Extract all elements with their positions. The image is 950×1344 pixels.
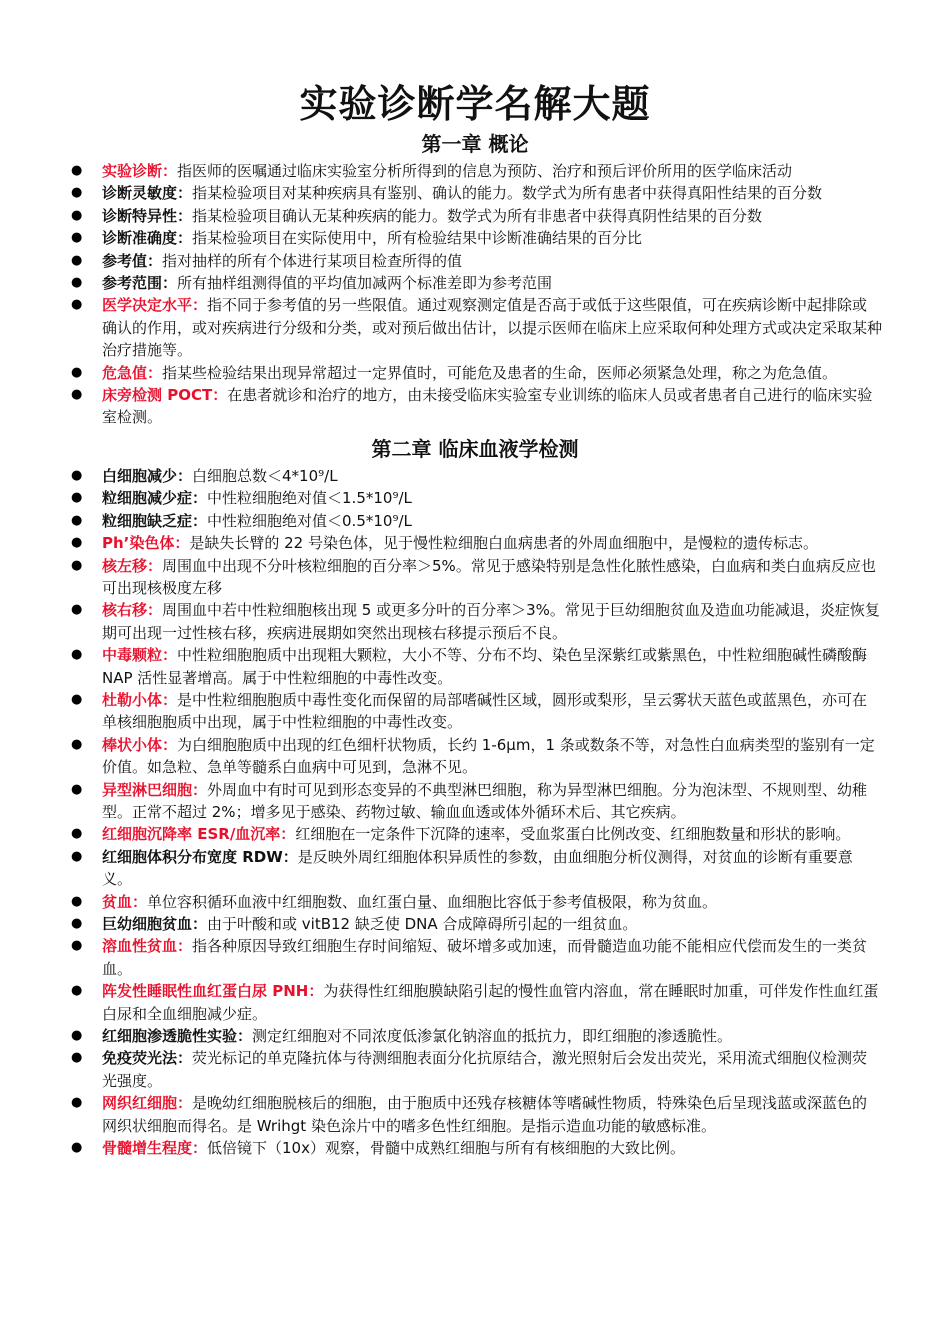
definition-text: 周围血中出现不分叶核粒细胞的百分率＞5%。常见于感染特别是急性化脓性感染，白血病和类白血病反应也可出现核极度左移 — [102, 556, 876, 597]
definition-term: 诊断灵敏度： — [102, 184, 193, 203]
definition-term: 诊断特异性： — [102, 206, 193, 225]
bullet-icon: ● — [71, 781, 83, 797]
bullet-icon: ● — [71, 647, 83, 663]
definition-term: 巨幼细胞贫血： — [102, 915, 208, 933]
bullet-icon: ● — [71, 1095, 83, 1111]
bullet-icon: ● — [71, 983, 83, 999]
definition-item — [68, 362, 882, 384]
definition-term: 棒状小体： — [102, 735, 178, 754]
bullet-icon: ● — [71, 826, 83, 842]
bullet-icon: ● — [71, 938, 83, 954]
bullet-icon: ● — [71, 691, 83, 707]
definition-item — [68, 205, 882, 227]
definition-item — [68, 980, 882, 1025]
definition-item — [68, 689, 882, 734]
definition-text: 是晚幼红细胞脱核后的细胞，由于胞质中还残存核糖体等嗜碱性物质，特殊染色后呈现浅蓝或深蓝色的网织状细胞而得名。是 Wrihgt 染色涂片中的嗜多色性红细胞。是指示造血功能的敏感标准。 — [102, 1094, 868, 1135]
definition-term: 阵发性睡眠性血红蛋白尿 PNH： — [102, 982, 324, 1001]
definition-text: 指医师的医嘱通过临床实验室分析所得到的信息为预防、治疗和预后评价所用的医学临床活动 — [177, 162, 793, 180]
definition-text: 中性粒细胞胞质中出现粗大颗粒，大小不等、分布不均、染色呈深紫红或紫黑色，中性粒细胞碱性磷酸酶 NAP 活性显著增高。属于中性粒细胞的中毒性改变。 — [102, 646, 868, 687]
bullet-icon: ● — [71, 364, 83, 380]
definition-item — [68, 250, 882, 272]
definition-text: 指各种原因导致红细胞生存时间缩短、破坏增多或加速，而骨髓造血功能不能相应代偿而发生的一类贫血。 — [102, 937, 868, 978]
definition-text: 为获得性红细胞膜缺陷引起的慢性血管内溶血，常在睡眠时加重，可伴发作性血红蛋白尿和全血细胞减少症。 — [102, 982, 879, 1023]
document-title: 实验诊断学名解大题 — [299, 82, 651, 126]
definition-text: 测定红细胞对不同浓度低渗氯化钠溶血的抵抗力，即红细胞的渗透脆性。 — [252, 1027, 733, 1046]
definition-item — [68, 555, 882, 600]
definition-item — [68, 227, 882, 249]
definition-term: 床旁检测 POCT： — [102, 386, 228, 405]
definition-item — [68, 487, 882, 509]
definition-term: 溶血性贫血： — [102, 937, 193, 956]
definition-term: 白细胞减少： — [102, 466, 193, 485]
bullet-icon: ● — [71, 297, 83, 313]
bullet-icon: ● — [71, 387, 83, 403]
bullet-icon: ● — [71, 893, 83, 909]
definition-term: 诊断准确度： — [102, 229, 193, 248]
bullet-icon: ● — [71, 736, 83, 752]
definition-text: 单位容积循环血液中红细胞数、血红蛋白量、血细胞比容低于参考值极限，称为贫血。 — [147, 892, 718, 911]
definition-term: 网织红细胞： — [102, 1094, 193, 1113]
definition-text: 由于叶酸和或 vitB12 缺乏使 DNA 合成障碍所引起的一组贫血。 — [207, 915, 638, 933]
definition-text: 荧光标记的单克隆抗体与待测细胞表面分化抗原结合，激光照射后会发出荧光，采用流式细胞仪检测荧光强度。 — [102, 1049, 868, 1090]
definition-text: 周围血中若中性粒细胞核出现 5 或更多分叶的百分率＞3%。常见于巨幼细胞贫血及造血功能减退，炎症恢复期可出现一过性核右移，疾病进展期如突然出现核右移提示预后不良。 — [102, 601, 880, 642]
definition-text: 指某检验项目确认无某种疾病的能力。数学式为所有非患者中获得真阴性结果的百分数 — [192, 206, 763, 225]
chapter-1-list — [68, 160, 882, 429]
bullet-icon: ● — [71, 1028, 83, 1044]
bullet-icon: ● — [71, 230, 83, 246]
definition-term: 骨髓增生程度： — [102, 1139, 208, 1158]
definition-term: 实验诊断： — [102, 162, 178, 180]
definition-item — [68, 599, 882, 644]
bullet-icon: ● — [71, 512, 83, 528]
definition-text: 红细胞在一定条件下沉降的速率，受血浆蛋白比例改变、红细胞数量和形状的影响。 — [295, 825, 851, 844]
definition-item — [68, 465, 882, 487]
definition-item — [68, 935, 882, 980]
bullet-icon: ● — [71, 1140, 83, 1156]
definition-term: 贫血： — [102, 892, 148, 911]
definition-text: 外周血中有时可见到形态变异的不典型淋巴细胞，称为异型淋巴细胞。分为泡沫型、不规则型、幼稚型。正常不超过 2%；增多见于感染、药物过敏、输血血透或体外循环术后、其它疾病。 — [102, 780, 868, 821]
bullet-icon: ● — [71, 252, 83, 268]
definition-item — [68, 734, 882, 779]
definition-item — [68, 182, 882, 204]
bullet-icon: ● — [71, 602, 83, 618]
definition-item — [68, 160, 882, 182]
definition-text: 指不同于参考值的另一些限值。通过观察测定值是否高于或低于这些限值，可在疾病诊断中起排除或确认的作用，或对疾病进行分级和分类，或对预后做出估计，以提示医师在临床上应采取何种处理方式或决定采取某种治疗措施等。 — [102, 296, 883, 360]
definition-item — [68, 1137, 882, 1159]
definition-text: 为白细胞胞质中出现的红色细杆状物质，长约 1-6μm，1 条或数条不等，对急性白血病类型的鉴别有一定价值。如急粒、急单等髓系白血病中可见到，急淋不见。 — [102, 735, 875, 777]
bullet-icon: ● — [71, 916, 83, 931]
definition-text: 所有抽样组测得值的平均值加减两个标准差即为参考范围 — [177, 274, 553, 293]
bullet-icon: ● — [71, 1050, 83, 1066]
definition-item — [68, 272, 882, 294]
definition-text: 是反映外周红细胞体积异质性的参数，由血细胞分析仪测得，对贫血的诊断有重要意义。 — [102, 847, 853, 889]
definition-term: 免疫荧光法： — [102, 1049, 193, 1068]
definition-text: 中性粒细胞绝对值＜0.5*10⁹/L — [207, 511, 412, 530]
bullet-icon: ● — [71, 185, 83, 201]
definition-term: 粒细胞缺乏症： — [102, 511, 208, 530]
bullet-icon: ● — [71, 848, 83, 864]
bullet-icon: ● — [71, 490, 83, 506]
definition-item — [68, 846, 882, 891]
definition-term: 医学决定水平： — [102, 296, 208, 315]
definition-term: 红细胞渗透脆性实验： — [102, 1027, 253, 1046]
definition-term: 杜勒小体： — [102, 690, 178, 709]
definition-item — [68, 1047, 882, 1092]
definition-item — [68, 823, 882, 845]
definition-term: 参考范围： — [102, 274, 178, 293]
definition-item — [68, 779, 882, 824]
definition-text: 指对抽样的所有个体进行某项目检查所得的值 — [162, 251, 463, 270]
definition-text: 指某些检验结果出现异常超过一定界值时，可能危及患者的生命，医师必须紧急处理，称之为危急值。 — [162, 363, 838, 382]
definition-term: 危急值： — [102, 363, 163, 382]
definition-item — [68, 532, 882, 554]
chapter-1-heading: 第一章 概论 — [421, 132, 529, 156]
definition-item — [68, 510, 882, 532]
bullet-icon: ● — [71, 557, 83, 573]
definition-item — [68, 1092, 882, 1137]
definition-term: 参考值： — [102, 251, 163, 270]
definition-term: 中毒颗粒： — [102, 646, 178, 665]
definition-text: 是中性粒细胞胞质中毒性变化而保留的局部嗜碱性区域，圆形或梨形，呈云雾状天蓝色或蓝黑色，亦可在单核细胞胞质中出现，属于中性粒细胞的中毒性改变。 — [102, 690, 868, 732]
definition-text: 是缺失长臂的 22 号染色体，见于慢性粒细胞白血病患者的外周血细胞中，是慢粒的遗传标志。 — [189, 534, 819, 553]
definition-term: Ph’染色体： — [102, 534, 190, 553]
definition-item — [68, 1025, 882, 1047]
definition-text: 中性粒细胞绝对值＜1.5*10⁹/L — [207, 489, 412, 508]
bullet-icon: ● — [71, 207, 83, 223]
bullet-icon: ● — [71, 535, 83, 551]
definition-text: 指某检验项目在实际使用中，所有检验结果中诊断准确结果的百分比 — [192, 229, 643, 248]
definition-item — [68, 891, 882, 913]
definition-item — [68, 294, 882, 361]
bullet-icon: ● — [71, 163, 83, 178]
definition-item — [68, 384, 882, 429]
bullet-icon: ● — [71, 275, 83, 291]
definition-term: 红细胞沉降率 ESR/血沉率： — [102, 825, 296, 844]
definition-text: 低倍镜下（10x）观察，骨髓中成熟红细胞与所有有核细胞的大致比例。 — [207, 1139, 685, 1158]
definition-term: 异型淋巴细胞： — [102, 780, 208, 799]
chapter-2-heading: 第二章 临床血液学检测 — [371, 436, 579, 461]
definition-text: 在患者就诊和治疗的地方，由未接受临床实验室专业训练的临床人员或者患者自己进行的临床实验室检测。 — [102, 386, 873, 427]
definition-text: 白细胞总数＜4*10⁹/L — [192, 466, 338, 485]
definition-term: 核左移： — [102, 556, 163, 575]
definition-term: 红细胞体积分布宽度 RDW： — [102, 847, 298, 866]
definition-item — [68, 913, 882, 935]
bullet-icon: ● — [71, 467, 83, 483]
definition-term: 核右移： — [102, 601, 163, 620]
chapter-2-list — [68, 465, 882, 1160]
definition-item — [68, 644, 882, 689]
definition-text: 指某检验项目对某种疾病具有鉴别、确认的能力。数学式为所有患者中获得真阳性结果的百分数 — [192, 184, 823, 203]
definition-term: 粒细胞减少症： — [102, 489, 208, 508]
